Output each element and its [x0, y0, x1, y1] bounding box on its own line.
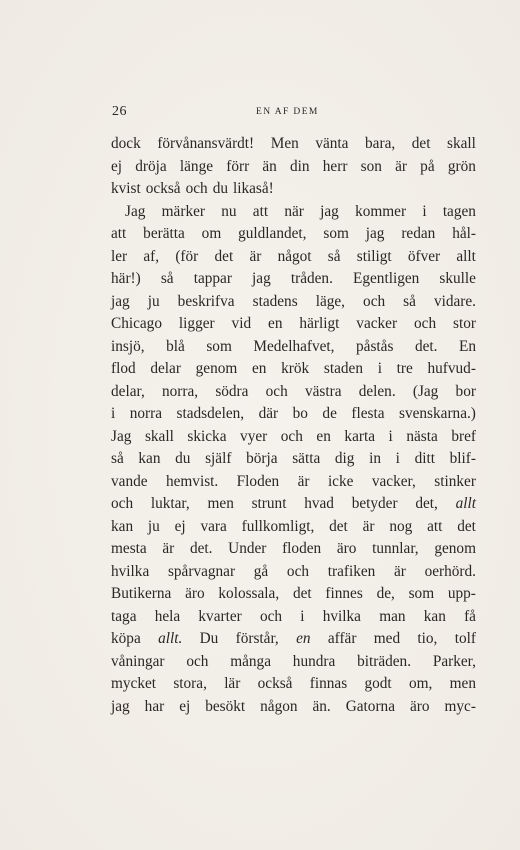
text-line — [111, 133, 476, 156]
word: son — [360, 157, 382, 175]
word: än. — [312, 697, 331, 715]
word: stinker — [434, 472, 476, 490]
word: dröja — [135, 157, 167, 175]
word: stadsdelen, — [176, 405, 245, 422]
word: härligt — [299, 315, 340, 332]
word: som — [206, 337, 232, 355]
word: godt — [364, 675, 392, 692]
word: en — [251, 360, 267, 377]
word: flod — [111, 360, 136, 377]
word: guldlandet, — [238, 225, 307, 242]
word: icke — [327, 472, 354, 490]
word: få — [464, 607, 476, 625]
word: stadens — [252, 292, 298, 310]
word: och — [280, 427, 303, 445]
word: i — [300, 607, 305, 625]
word: att — [111, 225, 127, 242]
word: är — [249, 247, 262, 265]
word: Under — [228, 540, 267, 557]
word: många — [230, 652, 271, 670]
word: skall — [447, 135, 476, 152]
word: stora, — [173, 675, 207, 692]
word: äro — [336, 540, 357, 557]
word: skicka — [187, 427, 227, 445]
word: (Jag — [412, 382, 439, 400]
word: förr — [226, 157, 250, 175]
word: stor — [453, 315, 476, 332]
text-line — [111, 403, 476, 426]
word: och — [185, 180, 208, 197]
word: så — [111, 450, 124, 467]
word: det — [292, 585, 312, 602]
word: du — [212, 180, 228, 197]
word: betyder — [351, 495, 398, 512]
word: delar, — [111, 382, 145, 400]
word: norra, — [162, 382, 199, 400]
word: vyer — [240, 427, 268, 445]
word: Medelhafvet, — [253, 337, 335, 355]
word: genom — [434, 540, 476, 557]
text-line — [111, 448, 476, 471]
word: hela — [154, 607, 181, 625]
word: och — [111, 495, 134, 512]
word: än — [262, 157, 277, 175]
word: kvarter — [198, 607, 242, 625]
word: är — [297, 472, 310, 490]
word: våningar — [111, 652, 165, 670]
word: svenskarna.) — [399, 405, 476, 422]
word: mesta — [111, 540, 147, 557]
word: allt. — [158, 630, 183, 647]
word: länge — [179, 157, 214, 175]
word: något — [277, 247, 312, 265]
word: vande — [111, 472, 148, 490]
word: bo — [292, 405, 308, 422]
word: af, — [143, 247, 160, 265]
word: hål- — [452, 225, 476, 242]
word: har — [144, 697, 165, 715]
word: berätta — [143, 225, 185, 242]
word: delen. — [358, 382, 396, 400]
word: du — [175, 450, 191, 467]
word: så — [160, 270, 174, 287]
word: men — [207, 495, 234, 512]
word: i — [111, 405, 116, 422]
word: om, — [408, 675, 433, 692]
word: nog — [389, 517, 413, 535]
word: ju — [147, 292, 160, 310]
word: stiligt — [356, 247, 392, 265]
text-line — [111, 493, 476, 516]
word: hufvud- — [427, 360, 476, 377]
text-line — [111, 516, 476, 539]
word: tråden. — [290, 270, 333, 287]
text-line — [111, 426, 476, 449]
word: äro — [409, 697, 430, 715]
word: besökt — [205, 697, 246, 715]
word: och — [259, 607, 283, 625]
word: hvilka — [322, 607, 361, 625]
word: i — [377, 360, 382, 377]
word: biträden. — [357, 652, 412, 670]
word: också — [145, 180, 181, 197]
word: herr — [322, 157, 348, 175]
word: det. — [414, 337, 438, 355]
word: det — [457, 517, 476, 535]
word: tio, — [417, 630, 438, 647]
word: någon — [260, 697, 298, 715]
word: insjö, — [111, 337, 145, 355]
word: taga — [111, 607, 137, 625]
word: blif- — [449, 450, 476, 467]
word: läge, — [315, 292, 346, 310]
word: de — [322, 405, 337, 422]
word: skulle — [439, 270, 476, 287]
word: karta — [344, 427, 375, 445]
word: också — [257, 675, 293, 692]
word: nu — [221, 202, 237, 220]
word: vacker — [356, 315, 398, 332]
word: kvist — [111, 180, 141, 197]
text-line — [111, 538, 476, 561]
word: hemvist. — [165, 472, 219, 490]
word: allt — [456, 247, 476, 265]
word: och — [414, 315, 437, 332]
text-line — [111, 313, 476, 336]
word: Floden — [236, 472, 280, 490]
word: märker — [161, 202, 205, 220]
word: Men — [270, 135, 299, 152]
text-line — [111, 246, 476, 269]
word: Du — [199, 630, 219, 647]
word: likaså! — [232, 180, 274, 197]
word: så — [403, 292, 416, 310]
word: i — [388, 427, 393, 445]
running-title: EN AF DEM — [256, 107, 319, 117]
word: nästa — [406, 427, 438, 445]
text-line — [111, 651, 476, 674]
word: blå — [166, 337, 185, 355]
word: sätta — [292, 450, 321, 467]
text-line — [111, 358, 476, 381]
word: kan — [111, 517, 134, 535]
word: dock — [111, 135, 141, 152]
word: vidare. — [433, 292, 476, 310]
page-number: 26 — [112, 104, 127, 119]
text-line — [111, 156, 476, 179]
word: fullkomligt, — [241, 517, 315, 535]
word: vid — [231, 315, 252, 332]
word: och — [363, 292, 386, 310]
word: förvånansvärdt! — [157, 135, 255, 152]
word: grön — [447, 157, 476, 175]
word: ej — [174, 517, 186, 535]
word: allt — [455, 495, 476, 512]
word: ler — [111, 247, 128, 265]
word: En — [459, 337, 476, 355]
word: bara, — [365, 135, 396, 152]
word: där — [258, 405, 279, 422]
text-line — [111, 583, 476, 606]
text-line — [111, 201, 476, 224]
word: en — [316, 427, 331, 445]
word: är — [362, 517, 375, 535]
word: att — [252, 202, 269, 220]
word: din — [290, 157, 310, 175]
word: skall — [144, 427, 174, 445]
word: ej — [111, 157, 123, 175]
word: och — [186, 652, 209, 670]
word: vänta — [315, 135, 349, 152]
word: i — [422, 202, 427, 220]
word: det — [329, 517, 348, 535]
word: vacker, — [371, 472, 416, 490]
word: dig — [334, 450, 355, 467]
word: om — [201, 225, 222, 242]
word: kolossala, — [218, 585, 280, 602]
word: tolf — [454, 630, 476, 647]
word: kan — [138, 450, 161, 467]
word: det — [411, 135, 431, 152]
word: delar — [150, 360, 181, 377]
word: ej — [179, 697, 191, 715]
word: hundra — [292, 652, 336, 670]
word: tunnlar, — [372, 540, 419, 557]
word: jag — [320, 202, 339, 220]
word: jag — [111, 292, 130, 310]
body-text — [111, 133, 476, 718]
word: man — [379, 607, 406, 625]
word: in — [369, 450, 382, 467]
word: (för — [175, 247, 199, 265]
word: är — [162, 540, 175, 557]
word: och — [265, 382, 288, 400]
word: öfver — [407, 247, 441, 265]
word: Egentligen — [353, 270, 420, 287]
word: när — [284, 202, 304, 220]
word: södra — [215, 382, 249, 400]
word: floden — [282, 540, 322, 557]
word: Chicago — [111, 315, 162, 332]
word: ju — [147, 517, 160, 535]
word: genom — [195, 360, 238, 377]
word: det — [214, 247, 234, 265]
word: västra — [304, 382, 342, 400]
word: en — [296, 630, 311, 647]
word: förstår, — [235, 630, 279, 647]
text-line — [111, 696, 476, 719]
word: jag — [252, 270, 271, 287]
word: myc- — [444, 697, 476, 715]
running-head — [111, 100, 476, 126]
word: här!) — [111, 270, 141, 287]
word: själf — [205, 450, 232, 467]
word: med — [373, 630, 401, 647]
word: bor — [455, 382, 476, 400]
word: vara — [200, 517, 227, 535]
word: Butikerna — [111, 585, 172, 602]
word: hvad — [304, 495, 334, 512]
text-line — [111, 673, 476, 696]
text-line — [111, 471, 476, 494]
word: Gatorna — [345, 697, 395, 715]
word: Parker, — [432, 652, 476, 670]
word: i — [395, 450, 400, 467]
word: är — [395, 157, 407, 175]
word: det. — [189, 540, 213, 557]
word: jag — [111, 697, 130, 715]
word: strunt — [251, 495, 287, 512]
word: spårvagnar — [167, 562, 236, 580]
word: upp- — [447, 585, 476, 602]
word: mycket — [111, 675, 157, 692]
word: bref — [451, 427, 476, 445]
word: gå — [253, 562, 269, 580]
word: ligger — [178, 315, 215, 332]
word: är — [394, 562, 406, 580]
word: påstås — [356, 337, 394, 355]
word: som — [323, 225, 349, 242]
word: krök — [281, 360, 310, 377]
text-line — [111, 336, 476, 359]
word: tappar — [193, 270, 232, 287]
word: finnas — [309, 675, 348, 692]
word: beskrifva — [177, 292, 235, 310]
text-line — [111, 178, 476, 201]
word: att — [427, 517, 443, 535]
word: Jag — [125, 202, 146, 220]
word: kommer — [355, 202, 407, 220]
word: staden — [323, 360, 363, 377]
word: affär — [327, 630, 357, 647]
word: och — [286, 562, 310, 580]
word: börja — [246, 450, 278, 467]
word: tre — [396, 360, 413, 377]
word: så — [327, 247, 341, 265]
word: men — [449, 675, 476, 692]
text-line — [111, 291, 476, 314]
word: trafiken — [327, 562, 376, 580]
text-line — [111, 268, 476, 291]
word: på — [420, 157, 435, 175]
word: flesta — [351, 405, 385, 422]
word: norra — [129, 405, 163, 422]
word: äro — [185, 585, 205, 602]
text-line — [111, 606, 476, 629]
word: redan — [401, 225, 436, 242]
word: hvilka — [111, 562, 150, 580]
word: finnes — [325, 585, 363, 602]
word: tagen — [442, 202, 476, 220]
text-line — [111, 381, 476, 404]
word: luktar, — [150, 495, 190, 512]
text-line — [111, 223, 476, 246]
word: ditt — [414, 450, 435, 467]
text-line — [111, 628, 476, 651]
word: Jag — [111, 427, 132, 445]
text-line — [111, 561, 476, 584]
word: jag — [365, 225, 385, 242]
word: lär — [224, 675, 241, 692]
word: oerhörd. — [424, 562, 476, 580]
word: de, — [376, 585, 395, 602]
word: kan — [423, 607, 446, 625]
word: det, — [415, 495, 438, 512]
word: köpa — [111, 630, 141, 647]
word: som — [408, 585, 435, 602]
word: en — [268, 315, 283, 332]
